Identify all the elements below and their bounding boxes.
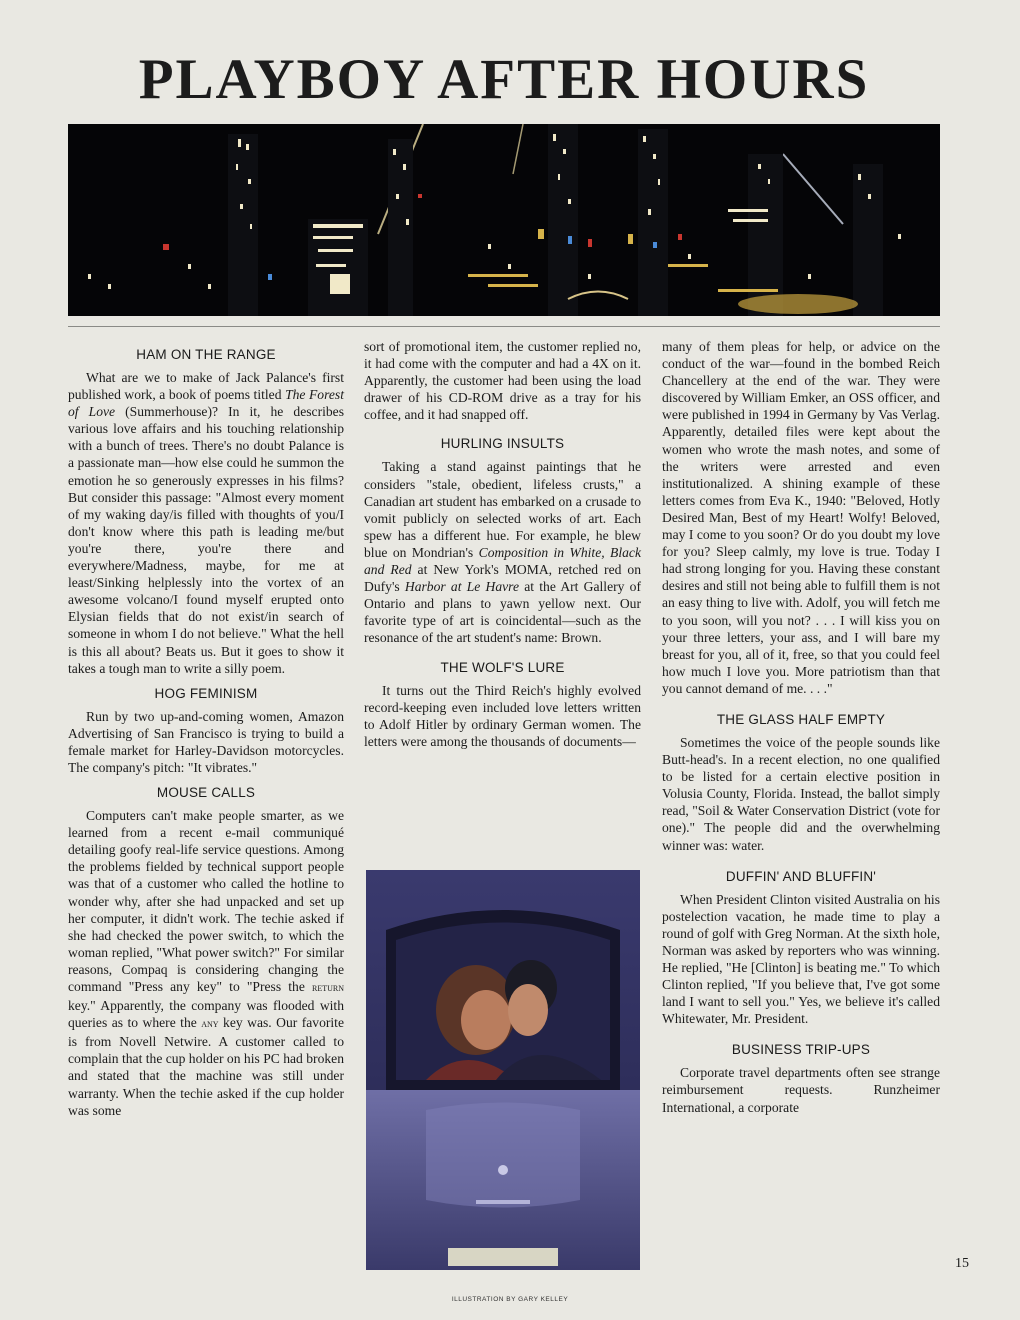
article-paragraph: Sometimes the voice of the people sounds like Butt-head's. In a recent election, no one qualified to be listed for a certain elective position in Volusia County, Florida. Instead, the ballot simply read, "Soil & Water Conservation District (vote for one)." The people did and the overwhelming winner was: water. xyxy=(662,734,940,853)
city-skyline-illustration xyxy=(68,124,940,316)
article-paragraph: It turns out the Third Reich's highly evolved record-keeping even included love letters written to Adolf Hitler by ordinary German women. The letters were among the thousands of documents— xyxy=(364,682,641,749)
article-paragraph-continued: many of them pleas for help, or advice on the conduct of the war—found in the bombed Reich Chancellery at the end of the war. They were discovered by William Emker, an OSS officer, and were published in 1994 in Germany by Vas Verlag. Apparently, detailed files were kept about the women who wrote the mash notes, and some of the writers were arrested and even institutionalized. A shining example of these letters comes from Eva K., 1940: "Beloved, Hotly Desired Man, Best of my Heart! Wolfy! Beloved, may I come to you soon? Or do you doubt my love for you? Sleep calmly, my love is true. Today I had strong longing for you. Having these constant desires and still not being able to fulfill them is not an easy thing to live with. Adolf, you will fetch me to you soon, will you not? . . . I will kiss you on your three letters, your ass, and I will bare my breast for you, all of it, free, so that you could feel how much I love you. More patriotism than that you cannot demand of me. . . ." xyxy=(662,339,940,696)
article-title-mouse-calls: MOUSE CALLS xyxy=(156,785,256,801)
couple-in-car-illustration xyxy=(366,870,640,1270)
header-divider xyxy=(68,326,940,327)
article-paragraph: What are we to make of Jack Palance's first published work, a book of poems titled The Forest of Love (Summerhouse)? In it, he describes various love affairs and his touching relationship with a bunch of trees. There's no doubt Palance is a passionate man—how else could he summon the emotion he so generously expresses in his films? But consider this passage: "Almost every moment of my waking day/is filled with thoughts of you/I don't know where this path is leading me/but you're there, you're there and everywhere/Madness, maybe, for me at least/Sinking helplessly into the vortex of an awesome volcano/I found myself erupted onto Elysian fields that do not exist/in search of someone in whom I do not believe." What the hell is this all about? Beats us. But it goes to show it takes a tough man to write a silly poem. xyxy=(68,370,344,676)
article-paragraph: When President Clinton visited Australia on his postelection vacation, he made time to play a round of golf with Greg Norman. At the sixth hole, Norman was asked by reporters who was winning. He replied, "He [Clinton] is beating me." To which Clinton replied, "If you believe that, I've got some land I want to sell you." Yes, we believe it's called Whitewater, Mr. President. xyxy=(662,891,940,1027)
article-title-hurling-insults: HURLING INSULTS xyxy=(440,436,565,452)
article-title-duffin-and-bluffin: DUFFIN' AND BLUFFIN' xyxy=(725,868,877,884)
article-title-hog-feminism: HOG FEMINISM xyxy=(154,685,258,701)
book-title: The Forest of Love xyxy=(68,387,344,420)
article-paragraph: Corporate travel departments often see strange reimbursement requests. Runzheimer International, a corporate xyxy=(662,1065,940,1115)
article-paragraph: Computers can't make people smarter, as we learned from a recent e-mail communiqué detailing goofy real-life service questions. Among the problems fielded by technical support people was that of a customer who called the hotline to wonder why, after she had unpacked and set up her computer, it didn't work. The techie asked if she had checked the power switch, to which the woman replied, "What power switch?" For similar reasons, Compaq is considering changing the command "Press any key" to "Press the return key." Apparently, the company was flooded with queries as to where the any key was. Our favorite is from Novell Netwire. A customer called to complain that the cup holder on his PC had broken and stated that the machine was still under warranty. When the techie asked if the cup holder was some xyxy=(68,808,344,1118)
artwork-title: Composition in White, Black and Red xyxy=(364,544,642,578)
column-2 xyxy=(364,338,641,750)
article-title-business-trip-ups: BUSINESS TRIP-UPS xyxy=(731,1042,871,1058)
article-paragraph-continued: sort of promotional item, the customer replied no, it had come with the computer and had a 4X on it. Apparently, the customer had been using the load drawer of his CD-ROM drive as a tray for his coffee, and it had snapped off. xyxy=(364,339,641,423)
article-title-the-wolfs-lure: THE WOLF'S LURE xyxy=(440,659,565,675)
page-number: 15 xyxy=(955,1256,969,1271)
article-paragraph: Run by two up-and-coming women, Amazon Advertising of San Francisco is trying to build a female market for Harley-Davidson motorcycles. The company's pitch: "It vibrates." xyxy=(68,708,344,775)
article-paragraph: Taking a stand against paintings that he considers "stale, obedient, lifeless crusts," a Canadian art student has embarked on a crusade to vomit publicly on selected works of art. Each spew has a different hue. For example, he blew blue on Mondrian's Composition in White, Black and Red at New York's MOMA, retched red on Dufy's Harbor at Le Havre at the Art Gallery of Ontario and plans to yawn yellow next. Our favorite type of art is coincidental—such as the resonance of the art student's name: Brown. xyxy=(364,459,642,646)
column-3 xyxy=(662,338,940,1116)
column-1 xyxy=(68,338,344,1119)
article-title-ham-on-the-range: HAM ON THE RANGE xyxy=(136,347,276,362)
illustration-credit: ILLUSTRATION BY GARY KELLEY xyxy=(451,1296,569,1303)
masthead-title: PLAYBOY AFTER HOURS xyxy=(138,48,870,111)
article-title-the-glass-half-empty: THE GLASS HALF EMPTY xyxy=(716,711,886,727)
artwork-title: Harbor at Le Havre xyxy=(404,579,519,595)
